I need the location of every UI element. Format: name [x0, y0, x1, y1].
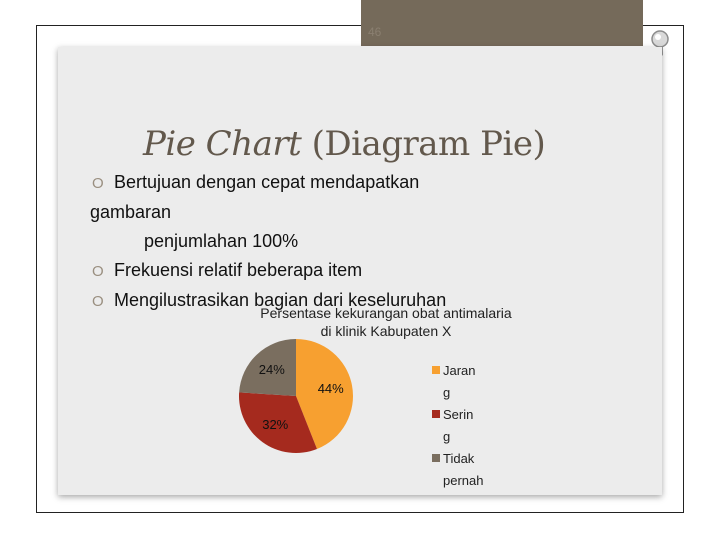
title-italic: Pie Chart — [143, 124, 302, 164]
bullet-text: Mengilustrasikan bagian dari keseluruhan — [114, 290, 447, 310]
bullet-marker: O — [92, 263, 104, 280]
legend-label: Jaran — [443, 363, 476, 378]
legend-label: g — [443, 429, 451, 444]
legend-swatch — [432, 454, 440, 462]
pie-data-label: 32% — [262, 416, 289, 432]
legend-line — [432, 448, 522, 470]
legend-swatch — [432, 366, 440, 374]
header-bar — [361, 0, 643, 46]
bullet-text: gambaran — [90, 202, 172, 222]
title-rest: (Diagram Pie) — [311, 124, 546, 164]
bullet-item-1-continued — [90, 198, 570, 227]
pie-data-label: 24% — [258, 362, 285, 378]
slide-title — [143, 124, 545, 164]
bullet-list — [90, 168, 570, 316]
chart-legend — [432, 360, 522, 492]
legend-label: Tidak — [443, 451, 475, 466]
legend-line — [432, 360, 522, 382]
chart-title: Persentase kekurangan obat antimalaria di klinik Kabupaten X — [260, 305, 512, 339]
legend-label: pernah — [443, 473, 484, 488]
legend-line — [432, 404, 522, 426]
bullet-marker: O — [92, 293, 104, 310]
slide-number: 46 — [368, 25, 382, 39]
legend-line — [432, 470, 522, 492]
legend-line — [432, 382, 522, 404]
bullet-marker: O — [92, 175, 104, 192]
bullet-item-2 — [90, 256, 570, 286]
pie-data-label: 44% — [317, 381, 344, 397]
legend-swatch — [432, 410, 440, 418]
legend-label: g — [443, 385, 451, 400]
bullet-text: penjumlahan 100% — [144, 231, 299, 251]
bullet-text: Bertujuan dengan cepat mendapatkan — [114, 172, 420, 192]
legend-line — [432, 426, 522, 448]
legend-label: Serin — [443, 407, 474, 422]
bullet-text: Frekuensi relatif beberapa item — [114, 260, 363, 280]
bullet-item-1 — [90, 168, 570, 198]
bullet-item-1-continued-2 — [90, 227, 570, 256]
